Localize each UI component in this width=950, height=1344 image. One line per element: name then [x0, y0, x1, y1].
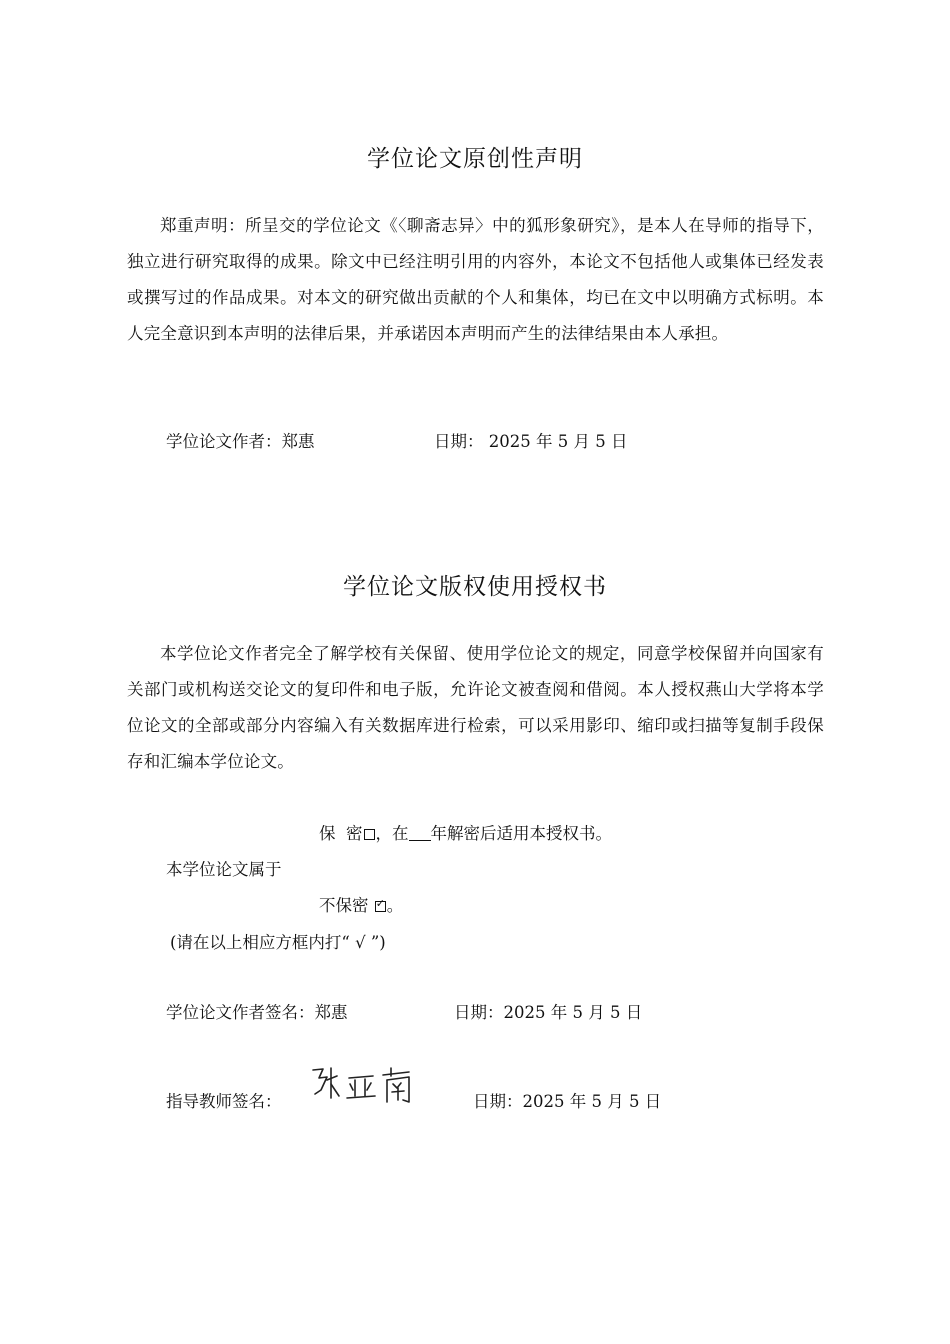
secret-checkbox[interactable] — [364, 829, 375, 840]
declaration-author-line — [166, 428, 315, 452]
declaration-title: 学位论文原创性声明 — [367, 146, 583, 172]
instruction-text: (请在以上相应方框内打“ √ ”) — [170, 933, 386, 952]
secret-suffix-b: 年解密后适用本授权书。 — [430, 824, 612, 843]
secret-suffix-a: ，在 — [375, 824, 409, 843]
belongs-label: 本学位论文属于 — [166, 860, 282, 879]
date-label: 日期： — [434, 432, 484, 451]
author-date-line — [454, 999, 642, 1023]
advisor-date-value: 2025 年 5 月 5 日 — [522, 1092, 662, 1111]
nonsecret-checkbox[interactable] — [375, 901, 386, 912]
nonsecret-option-line — [319, 892, 403, 916]
author-date-value: 2025 年 5 月 5 日 — [503, 1003, 643, 1022]
secret-option-line — [319, 820, 612, 844]
advisor-date-label: 日期： — [473, 1092, 523, 1111]
author-date-label: 日期： — [454, 1003, 504, 1022]
nonsecret-label: 不保密 — [319, 896, 369, 915]
authorization-body: 本学位论文作者完全了解学校有关保留、使用学位论文的规定，同意学校保留并向国家有关部门或机构送交论文的复印件和电子版，允许论文被查阅和借阅。本人授权燕山大学将本学位论文的全部或部分内容编入有关数据库进行检索，可以采用影印、缩印或扫描等复制手段保存和汇编本学位论文。 — [127, 644, 824, 771]
years-blank — [409, 826, 431, 841]
authorization-title: 学位论文版权使用授权书 — [343, 574, 607, 600]
advisor-sign-label: 指导教师签名： — [166, 1092, 282, 1111]
author-sign-name: 郑惠 — [314, 1003, 348, 1022]
declaration-body: 郑重声明：所呈交的学位论文《〈聊斋志异〉中的狐形象研究》，是本人在导师的指导下，独立进行研究取得的成果。除文中已经注明引用的内容外，本论文不包括他人或集体已经发表或撰写过的作品成果。对本文的研究做出贡献的个人和集体，均已在文中以明确方式标明。本人完全意识到本声明的法律后果，并承诺因本声明而产生的法律结果由本人承担。 — [127, 216, 824, 343]
advisor-date-line — [473, 1088, 661, 1112]
author-sign-line — [166, 999, 348, 1023]
secret-label: 保 密 — [319, 824, 363, 843]
nonsecret-suffix: 。 — [386, 896, 404, 915]
author-name: 郑惠 — [281, 432, 315, 451]
author-sign-label: 学位论文作者签名： — [166, 1003, 315, 1022]
author-label: 学位论文作者： — [166, 432, 282, 451]
date-value: 2025 年 5 月 5 日 — [488, 432, 628, 451]
declaration-date-line — [434, 428, 627, 452]
advisor-signature — [305, 1062, 425, 1112]
